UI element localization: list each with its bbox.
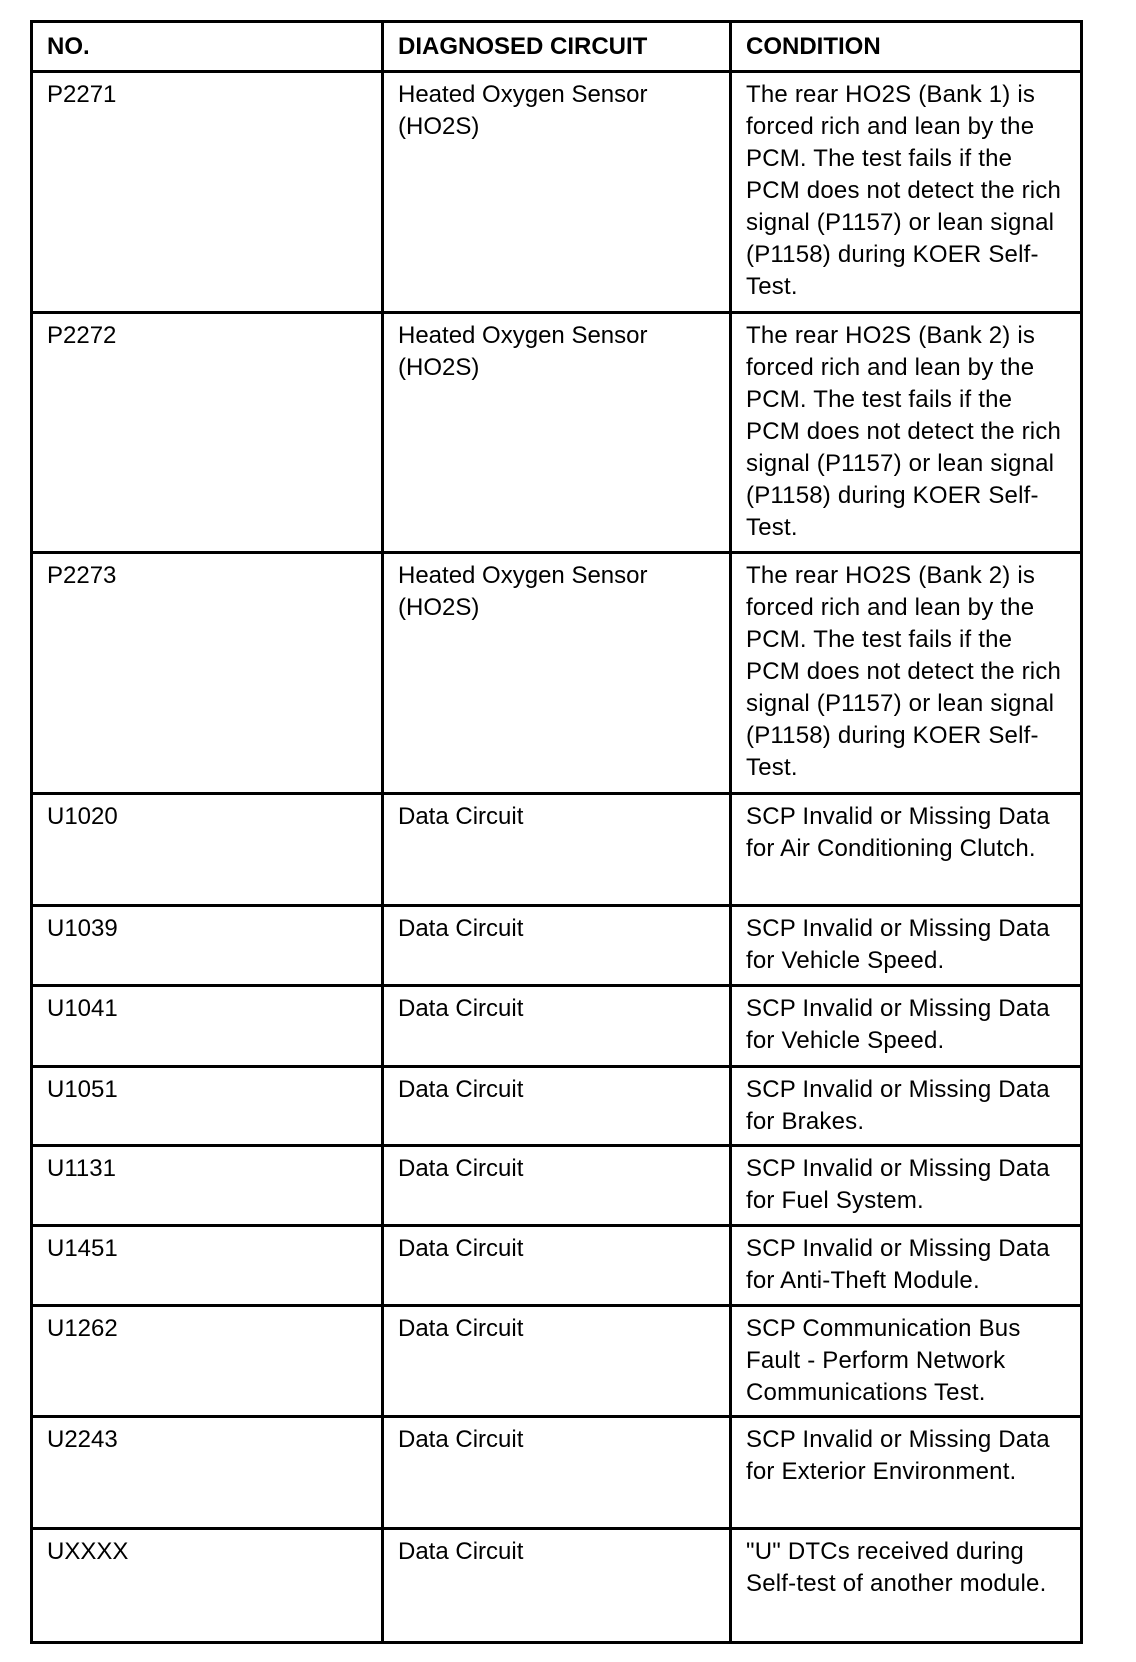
condition-text: The rear HO2S (Bank 2) is forced rich and lean by the PCM. The test fails if the PCM does not detect the rich signal (P1157) or lean signal (P1158) during KOER Self-Test. [731,553,1082,794]
diagnosed-circuit: Heated Oxygen Sensor (HO2S) [383,553,731,794]
diagnosed-circuit: Data Circuit [383,1529,731,1643]
condition-text: SCP Invalid or Missing Data for Vehicle Speed. [731,986,1082,1067]
dtc-code: U1131 [32,1146,383,1226]
table-row [32,553,1082,794]
dtc-code: UXXXX [32,1529,383,1643]
table-row [32,72,1082,313]
dtc-code: U1041 [32,986,383,1067]
header-row [32,22,1082,72]
table-row [32,1306,1082,1417]
condition-text: SCP Invalid or Missing Data for Anti-Theft Module. [731,1226,1082,1306]
table-row [32,1529,1082,1643]
table-row [32,1146,1082,1226]
table-row [32,1226,1082,1306]
dtc-code: P2273 [32,553,383,794]
diagnosed-circuit: Heated Oxygen Sensor (HO2S) [383,313,731,553]
table-row [32,1417,1082,1529]
dtc-code: U1451 [32,1226,383,1306]
condition-text: The rear HO2S (Bank 1) is forced rich and lean by the PCM. The test fails if the PCM does not detect the rich signal (P1157) or lean signal (P1158) during KOER Self-Test. [731,72,1082,313]
diagnosed-circuit: Data Circuit [383,1067,731,1146]
diagnosed-circuit: Data Circuit [383,1417,731,1529]
dtc-code: U1039 [32,906,383,986]
condition-text: "U" DTCs received during Self-test of another module. [731,1529,1082,1643]
dtc-code: U1051 [32,1067,383,1146]
diagnosed-circuit: Data Circuit [383,794,731,906]
dtc-code: U1262 [32,1306,383,1417]
diagnosed-circuit: Data Circuit [383,1146,731,1226]
dtc-code: U1020 [32,794,383,906]
dtc-code: P2271 [32,72,383,313]
condition-text: SCP Invalid or Missing Data for Vehicle Speed. [731,906,1082,986]
dtc-table [30,20,1083,1644]
condition-text: The rear HO2S (Bank 2) is forced rich and lean by the PCM. The test fails if the PCM does not detect the rich signal (P1157) or lean signal (P1158) during KOER Self-Test. [731,313,1082,553]
header-circuit: DIAGNOSED CIRCUIT [383,22,731,72]
header-no: NO. [32,22,383,72]
diagnosed-circuit: Data Circuit [383,1226,731,1306]
header-condition: CONDITION [731,22,1082,72]
condition-text: SCP Invalid or Missing Data for Brakes. [731,1067,1082,1146]
table-row [32,1067,1082,1146]
diagnosed-circuit: Data Circuit [383,1306,731,1417]
dtc-code: U2243 [32,1417,383,1529]
condition-text: SCP Invalid or Missing Data for Fuel System. [731,1146,1082,1226]
condition-text: SCP Invalid or Missing Data for Exterior Environment. [731,1417,1082,1529]
dtc-code: P2272 [32,313,383,553]
diagnosed-circuit: Data Circuit [383,986,731,1067]
diagnosed-circuit: Data Circuit [383,906,731,986]
diagnosed-circuit: Heated Oxygen Sensor (HO2S) [383,72,731,313]
table-row [32,906,1082,986]
table-row [32,794,1082,906]
table-row [32,986,1082,1067]
table-row [32,313,1082,553]
condition-text: SCP Invalid or Missing Data for Air Conditioning Clutch. [731,794,1082,906]
condition-text: SCP Communication Bus Fault - Perform Network Communications Test. [731,1306,1082,1417]
